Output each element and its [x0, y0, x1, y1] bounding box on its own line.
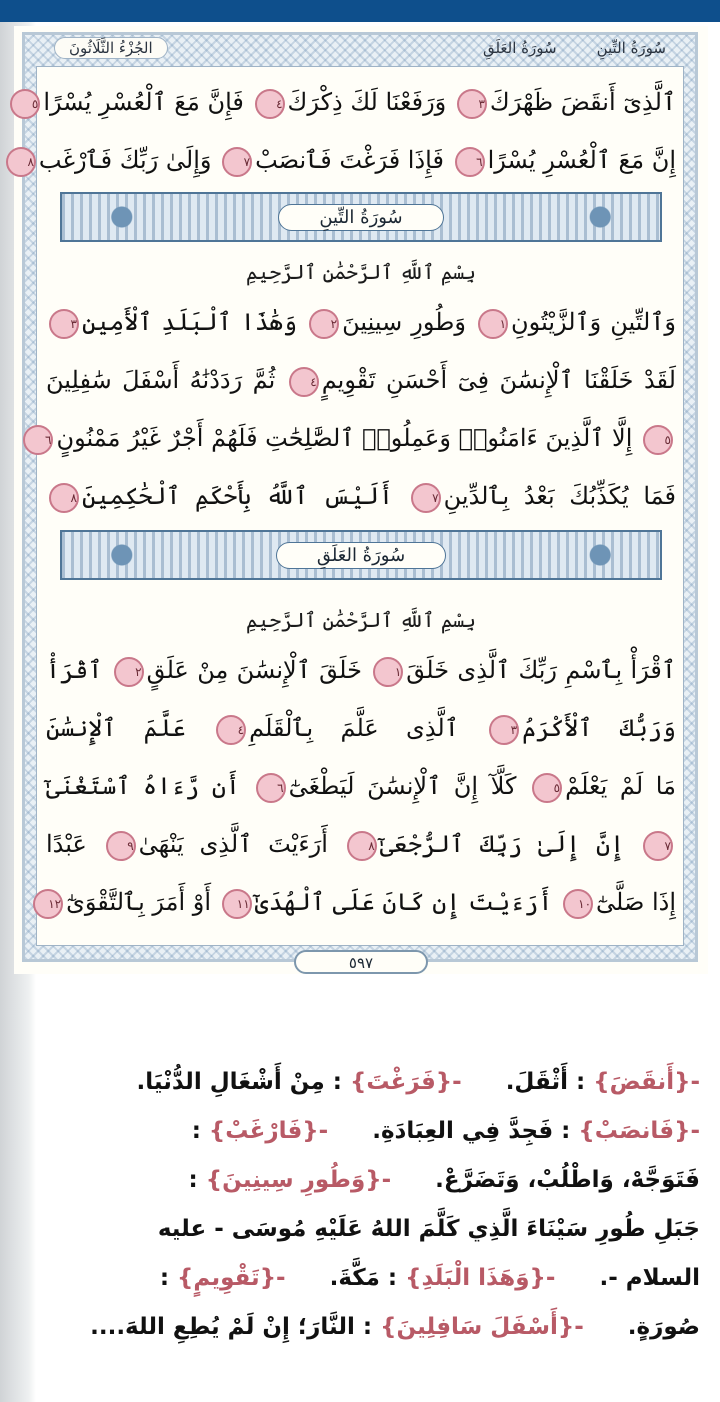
- ayah-number-marker: ٥: [10, 89, 40, 119]
- ayah-number-marker: ٢: [309, 309, 339, 339]
- ayah-line: [31, 78, 676, 126]
- tafsir-definition: جَبَلِ طُورِ سَيْنَاءَ الَّذِي كَلَّمَ اللهُ عَلَيْهِ مُوسَى - عليه: [157, 1216, 700, 1242]
- page-header: [54, 34, 666, 62]
- tafsir-definition: صُورَةٍ.: [619, 1314, 700, 1340]
- ayah-number-marker: ٦: [455, 147, 485, 177]
- tafsir-section: [40, 1058, 700, 1352]
- ayah-number-marker: ٧: [643, 831, 673, 861]
- ayah-number-marker: ١١: [222, 889, 252, 919]
- tafsir-definition: : النَّارَ؛ إِنْ لَمْ يُطِعِ اللهَ....: [90, 1314, 381, 1340]
- ayah-number-marker: ١: [478, 309, 508, 339]
- ayah-number-marker: ٦: [256, 773, 286, 803]
- ayah-number-marker: ٩: [106, 831, 136, 861]
- ayah-text: وَهَٰذَا ٱلْبَلَدِ ٱلْأَمِينِ: [82, 308, 298, 336]
- surah-names: [483, 39, 666, 57]
- ayah-number-marker: ٨: [347, 831, 377, 861]
- tafsir-definition: :: [191, 1118, 209, 1144]
- ayah-line: [46, 298, 676, 346]
- ayah-number-marker: ١٢: [33, 889, 63, 919]
- page-number: ٥٩٧: [294, 950, 428, 974]
- surah-title: سُورَةُ العَلَقِ: [276, 542, 446, 569]
- ayah-number-marker: ٤: [255, 89, 285, 119]
- header-surah-1: سُورَةُ التِّينِ: [596, 39, 666, 57]
- tafsir-definition: فَتَوَجَّهْ، وَاطْلُبْ، وَتَضَرَّعْ.: [427, 1167, 700, 1193]
- tafsir-term: -{فَارْغَبْ}: [208, 1118, 329, 1144]
- ayah-text: إِنَّ إِلَىٰ رَبِّكَ ٱلرُّجْعَىٰٓ: [379, 830, 625, 858]
- tafsir-line: [40, 1058, 700, 1107]
- ayah-text: إِذَا صَلَّىٰٓ: [596, 888, 676, 916]
- ayah-number-marker: ٣: [489, 715, 519, 745]
- ayah-number-marker: ١٠: [563, 889, 593, 919]
- ayah-number-marker: ٢: [114, 657, 144, 687]
- ayah-line: [46, 472, 676, 520]
- ayah-line: [46, 356, 676, 404]
- ayah-text: إِلَّا ٱلَّذِينَ ءَامَنُوا۟ وَعَمِلُوا۟ ٱلصَّٰلِحَٰتِ فَلَهُمْ أَجْرٌ غَيْرُ مَمْنُونٍ: [56, 424, 633, 452]
- surah-title: سُورَةُ التِّينِ: [278, 204, 443, 231]
- ayah-text: ٱلَّذِى عَلَّمَ بِٱلْقَلَمِ: [249, 714, 459, 742]
- ayah-number-marker: ٤: [216, 715, 246, 745]
- tafsir-definition: : مَكَّةَ.: [321, 1265, 406, 1291]
- ayah-text: أَرَءَيْتَ إِن كَانَ عَلَى ٱلْهُدَىٰٓ: [254, 888, 553, 916]
- tafsir-term: -{فَرَغْتَ}: [349, 1069, 462, 1095]
- header-surah-2: سُورَةُ العَلَقِ: [482, 39, 557, 57]
- ayah-line: [27, 136, 676, 184]
- ayah-text: فَإِذَا فَرَغْتَ فَٱنصَبْ: [255, 146, 444, 174]
- ayah-text: عَلَّمَ ٱلْإِنسَٰنَ: [46, 714, 186, 742]
- ayah-line: [46, 704, 676, 752]
- tafsir-term: -{أَسْفَلَ سَافِلِينَ}: [380, 1314, 584, 1340]
- tafsir-definition: :: [188, 1167, 206, 1193]
- ayah-text: ثُمَّ رَدَدْنَٰهُ أَسْفَلَ سَٰفِلِينَ: [46, 366, 276, 394]
- ayah-text: أَن رَّءَاهُ ٱسْتَغْنَىٰٓ: [46, 772, 240, 800]
- tafsir-term: -{وَهَذَا الْبَلَدِ}: [405, 1265, 556, 1291]
- status-bar: [0, 0, 720, 22]
- ayah-line: [46, 762, 676, 810]
- ayah-number-marker: ٧: [411, 483, 441, 513]
- ayah-text: مَا لَمْ يَعْلَمْ: [565, 772, 676, 800]
- ayah-line: [46, 414, 676, 462]
- ayah-number-marker: ٣: [49, 309, 79, 339]
- tafsir-term: -{أَنقَضَ}: [593, 1069, 700, 1095]
- tafsir-line: [40, 1107, 700, 1156]
- surah-banner-tin: [60, 192, 662, 242]
- ayah-text: كَلَّآ إِنَّ ٱلْإِنسَٰنَ لَيَطْغَىٰٓ: [288, 772, 517, 800]
- ayah-text: إِنَّ مَعَ ٱلْعُسْرِ يُسْرًا: [487, 146, 676, 174]
- basmala: بِسْمِ ٱللَّهِ ٱلرَّحْمَٰنِ ٱلرَّحِيمِ: [245, 608, 476, 632]
- tafsir-definition: : أَثْقَلَ.: [497, 1069, 594, 1095]
- mushaf-page: [14, 26, 708, 974]
- tafsir-line: [40, 1254, 700, 1303]
- surah-banner-alaq: [60, 530, 662, 580]
- ayah-line: [46, 878, 676, 926]
- ayah-text: خَلَقَ ٱلْإِنسَٰنَ مِنْ عَلَقٍ: [146, 656, 362, 684]
- ayah-text: وَطُورِ سِينِينَ: [342, 308, 466, 336]
- ayah-number-marker: ٧: [222, 147, 252, 177]
- ayah-text: أَوْ أَمَرَ بِٱلتَّقْوَىٰٓ: [66, 888, 212, 916]
- tafsir-term: -{وَطُورِ سِينِينَ}: [205, 1167, 392, 1193]
- ayah-number-marker: ٣: [457, 89, 487, 119]
- tafsir-definition: : مِنْ أَشْغَالِ الدُّنْيَا.: [136, 1069, 350, 1095]
- ayah-text: لَقَدْ خَلَقْنَا ٱلْإِنسَٰنَ فِىٓ أَحْسَنِ تَقْوِيمٍ: [321, 366, 676, 394]
- ayah-text: فَإِنَّ مَعَ ٱلْعُسْرِ يُسْرًا: [43, 88, 244, 116]
- tafsir-definition: السلام -.: [591, 1265, 700, 1291]
- ayah-text: ٱقْرَأْ بِٱسْمِ رَبِّكَ ٱلَّذِى خَلَقَ: [406, 656, 676, 684]
- tafsir-line: [40, 1303, 700, 1352]
- header-juz: الجُزْءُ الثَّلَاثُونَ: [54, 37, 168, 59]
- ayah-text: أَرَءَيْتَ ٱلَّذِى يَنْهَىٰ: [138, 830, 328, 858]
- tafsir-definition: :: [159, 1265, 178, 1291]
- ayah-text: عَبْدًا: [46, 830, 87, 858]
- ayah-number-marker: ٥: [532, 773, 562, 803]
- ayah-number-marker: ٤: [289, 367, 319, 397]
- tafsir-line: [40, 1156, 700, 1205]
- ayah-line: [46, 646, 676, 694]
- ayah-line: [46, 820, 676, 868]
- tafsir-definition: : فَجِدَّ فِي العِبَادَةِ.: [364, 1118, 579, 1144]
- ayah-number-marker: ٨: [49, 483, 79, 513]
- tafsir-line: [40, 1205, 700, 1254]
- ayah-text: أَلَيْسَ ٱللَّهُ بِأَحْكَمِ ٱلْحَٰكِمِينَ: [82, 482, 394, 510]
- ayah-number-marker: ٥: [643, 425, 673, 455]
- ayah-text: وَٱلتِّينِ وَٱلزَّيْتُونِ: [511, 308, 676, 336]
- tafsir-term: -{تَقْوِيمٍ}: [177, 1265, 286, 1291]
- ayah-text: ٱقْرَأْ: [46, 656, 103, 684]
- ayah-text: فَمَا يُكَذِّبُكَ بَعْدُ بِٱلدِّينِ: [443, 482, 676, 510]
- ayah-text: وَإِلَىٰ رَبِّكَ فَٱرْغَب: [38, 146, 212, 174]
- ayah-number-marker: ٦: [23, 425, 53, 455]
- ayah-number-marker: ٨: [6, 147, 36, 177]
- ayah-text: وَرَبُّكَ ٱلْأَكْرَمُ: [522, 714, 676, 742]
- tafsir-term: -{فَانصَبْ}: [578, 1118, 700, 1144]
- ayah-text: ٱلَّذِىٓ أَنقَضَ ظَهْرَكَ: [489, 88, 676, 116]
- ayah-text: وَرَفَعْنَا لَكَ ذِكْرَكَ: [287, 88, 447, 116]
- basmala: بِسْمِ ٱللَّهِ ٱلرَّحْمَٰنِ ٱلرَّحِيمِ: [245, 260, 476, 284]
- ayah-number-marker: ١: [373, 657, 403, 687]
